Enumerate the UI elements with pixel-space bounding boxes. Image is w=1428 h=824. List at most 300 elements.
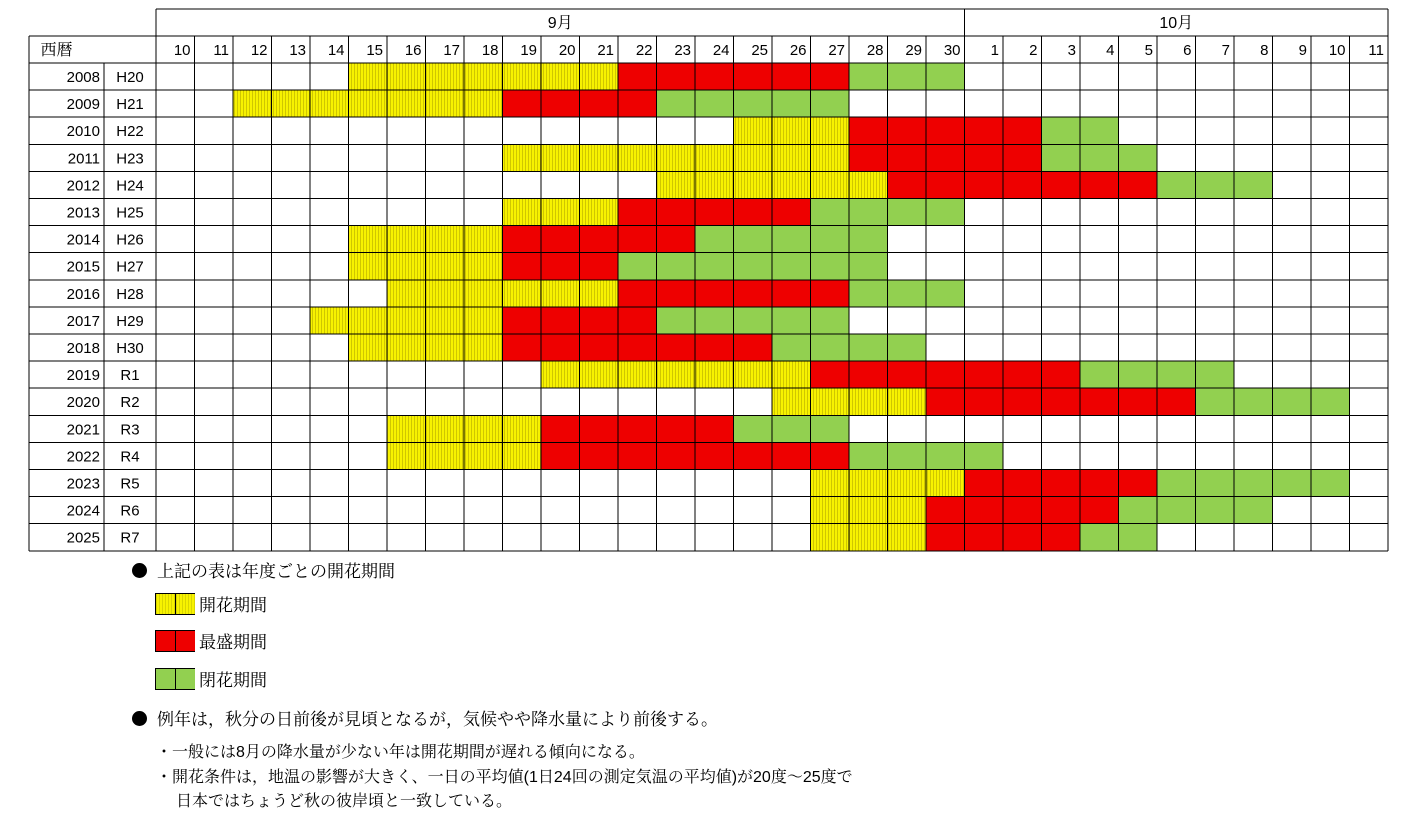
day-label: 17 xyxy=(443,42,460,59)
cell-closing xyxy=(772,307,811,334)
day-label: 28 xyxy=(866,42,884,59)
cell-flowering xyxy=(387,442,426,469)
note-line-conditions: ・開花条件は，地温の影響が大きく、一日の平均値(1日24回の測定気温の平均値)が20度～25度で xyxy=(156,769,853,786)
cell-flowering xyxy=(849,171,888,198)
day-label: 1 xyxy=(990,42,999,59)
cell-peak xyxy=(618,90,657,117)
cell-flowering xyxy=(503,442,542,469)
cell-flowering xyxy=(734,144,773,171)
day-label: 11 xyxy=(1368,42,1384,59)
row-era-label: H24 xyxy=(116,177,144,195)
cell-peak xyxy=(695,415,734,442)
cell-peak xyxy=(541,90,580,117)
cell-peak xyxy=(965,144,1004,171)
cell-closing xyxy=(1196,388,1235,415)
cell-peak xyxy=(811,442,850,469)
cell-peak xyxy=(541,307,580,334)
cell-peak xyxy=(734,280,773,307)
cell-peak xyxy=(1003,144,1042,171)
cell-peak xyxy=(657,442,696,469)
month-label: 10月 xyxy=(1159,15,1194,32)
cell-closing xyxy=(1196,171,1235,198)
cell-flowering xyxy=(272,90,311,117)
day-label: 13 xyxy=(289,42,306,59)
row-era-label: R6 xyxy=(120,502,140,520)
cell-flowering xyxy=(387,280,426,307)
cell-peak xyxy=(1080,388,1119,415)
cell-peak xyxy=(734,442,773,469)
cell-peak xyxy=(580,253,619,280)
cell-flowering xyxy=(888,497,927,524)
cell-peak xyxy=(503,226,542,253)
note-line-equinox: 日本ではちょうど秋の彼岸頃と一致している。 xyxy=(176,793,513,810)
cell-closing xyxy=(695,90,734,117)
cell-flowering xyxy=(233,90,272,117)
cell-peak xyxy=(734,63,773,90)
row-era-label: R7 xyxy=(120,529,140,547)
cell-peak xyxy=(1080,171,1119,198)
row-year-label: 2015 xyxy=(66,258,100,276)
day-label: 15 xyxy=(366,42,383,59)
cell-peak xyxy=(888,144,927,171)
cell-closing xyxy=(811,307,850,334)
cell-peak xyxy=(541,334,580,361)
note-text: 上記の表は年度ごとの開花期間 xyxy=(157,562,395,581)
cell-closing xyxy=(1273,388,1312,415)
cell-closing xyxy=(1080,117,1119,144)
cell-closing xyxy=(811,199,850,226)
cell-closing xyxy=(1157,361,1196,388)
cell-flowering xyxy=(772,144,811,171)
cell-flowering xyxy=(349,253,388,280)
day-label: 8 xyxy=(1260,42,1269,59)
cell-flowering xyxy=(811,171,850,198)
day-label: 7 xyxy=(1221,42,1230,59)
cell-closing xyxy=(657,90,696,117)
cell-flowering xyxy=(387,63,426,90)
note-table-description xyxy=(132,557,395,582)
day-label: 11 xyxy=(213,42,229,59)
cell-peak xyxy=(657,226,696,253)
cell-flowering xyxy=(926,470,965,497)
cell-flowering xyxy=(580,361,619,388)
cell-flowering xyxy=(811,497,850,524)
cell-closing xyxy=(734,253,773,280)
cell-peak xyxy=(618,280,657,307)
cell-flowering xyxy=(426,415,465,442)
cell-flowering xyxy=(426,307,465,334)
cell-peak xyxy=(772,199,811,226)
row-year-label: 2012 xyxy=(66,177,100,195)
cell-flowering xyxy=(849,497,888,524)
cell-closing xyxy=(811,253,850,280)
cell-peak xyxy=(965,470,1004,497)
row-year-label: 2010 xyxy=(66,123,100,141)
year-header: 西暦 xyxy=(40,42,73,59)
cell-flowering xyxy=(734,361,773,388)
cell-closing xyxy=(811,226,850,253)
cell-closing xyxy=(1234,497,1273,524)
cell-peak xyxy=(618,334,657,361)
cell-closing xyxy=(811,415,850,442)
cell-closing xyxy=(772,226,811,253)
cell-flowering xyxy=(618,361,657,388)
row-year-label: 2011 xyxy=(67,150,100,168)
cell-closing xyxy=(811,334,850,361)
day-label: 19 xyxy=(520,42,537,59)
cell-peak xyxy=(580,226,619,253)
cell-peak xyxy=(1119,388,1158,415)
note-text: 例年は，秋分の日前後が見頃となるが，気候やや降水量により前後する。 xyxy=(157,710,718,729)
legend-item-flowering xyxy=(155,591,267,613)
cell-flowering xyxy=(772,388,811,415)
cell-peak xyxy=(580,442,619,469)
month-label: 9月 xyxy=(547,15,573,32)
legend-label: 開花期間 xyxy=(199,596,267,615)
cell-peak xyxy=(926,117,965,144)
row-era-label: R4 xyxy=(120,448,140,466)
row-year-label: 2013 xyxy=(66,204,100,222)
cell-peak xyxy=(695,334,734,361)
bullet-icon xyxy=(132,563,147,578)
cell-peak xyxy=(541,442,580,469)
cell-peak xyxy=(541,253,580,280)
cell-closing xyxy=(734,415,773,442)
cell-closing xyxy=(849,334,888,361)
cell-flowering xyxy=(849,470,888,497)
cell-closing xyxy=(849,226,888,253)
cell-flowering xyxy=(310,90,349,117)
cell-closing xyxy=(1196,470,1235,497)
day-label: 21 xyxy=(597,42,614,59)
cell-closing xyxy=(926,280,965,307)
cell-flowering xyxy=(426,226,465,253)
row-year-label: 2020 xyxy=(66,394,100,412)
row-year-label: 2008 xyxy=(66,69,100,86)
cell-flowering xyxy=(426,280,465,307)
cell-flowering xyxy=(464,226,503,253)
cell-peak xyxy=(1080,470,1119,497)
day-label: 14 xyxy=(327,42,345,59)
day-label: 27 xyxy=(828,42,845,59)
cell-closing xyxy=(657,253,696,280)
row-era-label: H30 xyxy=(116,340,144,357)
cell-flowering xyxy=(811,388,850,415)
cell-closing xyxy=(1119,524,1158,551)
cell-flowering xyxy=(349,63,388,90)
cell-flowering xyxy=(426,253,465,280)
cell-peak xyxy=(1042,497,1081,524)
day-label: 6 xyxy=(1183,42,1192,59)
cell-peak xyxy=(811,280,850,307)
cell-closing xyxy=(1042,144,1081,171)
cell-closing xyxy=(695,253,734,280)
cell-peak xyxy=(1157,388,1196,415)
day-label: 29 xyxy=(905,42,922,59)
cell-flowering xyxy=(464,415,503,442)
row-year-label: 2022 xyxy=(66,448,100,466)
cell-flowering xyxy=(387,307,426,334)
cell-flowering xyxy=(426,90,465,117)
cell-closing xyxy=(1196,497,1235,524)
cell-flowering xyxy=(503,144,542,171)
cell-peak xyxy=(811,361,850,388)
row-era-label: H22 xyxy=(116,123,144,141)
row-year-label: 2017 xyxy=(66,312,100,330)
cell-peak xyxy=(926,361,965,388)
cell-flowering xyxy=(464,307,503,334)
cell-peak xyxy=(618,442,657,469)
cell-flowering xyxy=(464,280,503,307)
cell-peak xyxy=(772,280,811,307)
cell-flowering xyxy=(618,144,657,171)
cell-closing xyxy=(1273,470,1312,497)
cell-closing xyxy=(1157,497,1196,524)
row-year-label: 2019 xyxy=(66,367,100,385)
day-label: 25 xyxy=(751,42,768,59)
cell-closing xyxy=(1080,524,1119,551)
row-era-label: R3 xyxy=(120,421,140,439)
cell-peak xyxy=(965,388,1004,415)
cell-peak xyxy=(1042,388,1081,415)
cell-closing xyxy=(888,63,927,90)
note-typical-peak xyxy=(132,705,718,730)
cell-peak xyxy=(965,117,1004,144)
cell-closing xyxy=(888,442,927,469)
cell-closing xyxy=(695,307,734,334)
cell-flowering xyxy=(464,334,503,361)
cell-peak xyxy=(657,199,696,226)
cell-flowering xyxy=(426,63,465,90)
cell-flowering xyxy=(888,524,927,551)
cell-closing xyxy=(888,334,927,361)
cell-closing xyxy=(1080,144,1119,171)
cell-peak xyxy=(618,63,657,90)
legend-item-closing xyxy=(155,666,267,688)
cell-closing xyxy=(695,226,734,253)
cell-peak xyxy=(657,415,696,442)
cell-peak xyxy=(1119,171,1158,198)
cell-closing xyxy=(1311,470,1350,497)
cell-flowering xyxy=(310,307,349,334)
cell-peak xyxy=(849,117,888,144)
cell-peak xyxy=(1003,470,1042,497)
cell-closing xyxy=(888,280,927,307)
cell-flowering xyxy=(387,90,426,117)
cell-flowering xyxy=(464,253,503,280)
cell-flowering xyxy=(849,388,888,415)
row-era-label: R5 xyxy=(120,475,140,493)
cell-closing xyxy=(1119,497,1158,524)
cell-closing xyxy=(965,442,1004,469)
day-label: 10 xyxy=(1328,42,1346,59)
cell-peak xyxy=(695,199,734,226)
day-label: 10 xyxy=(173,42,191,59)
cell-flowering xyxy=(695,144,734,171)
cell-peak xyxy=(695,63,734,90)
cell-peak xyxy=(503,307,542,334)
row-year-label: 2014 xyxy=(66,231,100,249)
cell-closing xyxy=(1119,144,1158,171)
cell-closing xyxy=(1234,470,1273,497)
cell-flowering xyxy=(464,90,503,117)
cell-peak xyxy=(965,171,1004,198)
day-label: 16 xyxy=(404,42,422,59)
cell-flowering xyxy=(657,361,696,388)
cell-peak xyxy=(888,361,927,388)
day-label: 24 xyxy=(712,42,730,59)
cell-closing xyxy=(849,280,888,307)
cell-flowering xyxy=(811,470,850,497)
cell-peak xyxy=(734,199,773,226)
cell-peak xyxy=(580,415,619,442)
row-era-label: H28 xyxy=(116,285,144,303)
day-label: 22 xyxy=(635,42,653,59)
cell-peak xyxy=(1003,388,1042,415)
day-label: 3 xyxy=(1067,42,1076,59)
cell-peak xyxy=(580,90,619,117)
cell-peak xyxy=(926,524,965,551)
row-year-label: 2023 xyxy=(66,475,100,493)
day-label: 23 xyxy=(674,42,691,59)
cell-flowering xyxy=(888,388,927,415)
cell-closing xyxy=(772,253,811,280)
row-era-label: H29 xyxy=(116,312,144,330)
cell-peak xyxy=(1003,171,1042,198)
cell-flowering xyxy=(811,117,850,144)
cell-peak xyxy=(1042,361,1081,388)
cell-peak xyxy=(657,63,696,90)
cell-closing xyxy=(772,415,811,442)
cell-closing xyxy=(657,307,696,334)
cell-flowering xyxy=(772,361,811,388)
legend-item-peak xyxy=(155,628,267,650)
cell-closing xyxy=(926,442,965,469)
cell-peak xyxy=(580,307,619,334)
cell-flowering xyxy=(503,280,542,307)
cell-peak xyxy=(541,415,580,442)
note-line-rainfall: ・一般には8月の降水量が少ない年は開花期間が遅れる傾向になる。 xyxy=(156,744,645,761)
cell-flowering xyxy=(503,199,542,226)
cell-flowering xyxy=(349,226,388,253)
cell-flowering xyxy=(387,226,426,253)
row-year-label: 2009 xyxy=(66,96,100,114)
cell-flowering xyxy=(503,415,542,442)
cell-closing xyxy=(849,253,888,280)
cell-closing xyxy=(618,253,657,280)
cell-flowering xyxy=(657,171,696,198)
cell-closing xyxy=(849,199,888,226)
cell-flowering xyxy=(580,280,619,307)
cell-closing xyxy=(849,63,888,90)
cell-closing xyxy=(772,334,811,361)
cell-flowering xyxy=(772,117,811,144)
cell-closing xyxy=(1311,388,1350,415)
cell-flowering xyxy=(426,442,465,469)
cell-peak xyxy=(657,280,696,307)
cell-peak xyxy=(618,415,657,442)
day-label: 26 xyxy=(789,42,807,59)
day-label: 2 xyxy=(1029,42,1038,59)
day-label: 30 xyxy=(943,42,961,59)
cell-peak xyxy=(734,334,773,361)
cell-flowering xyxy=(349,90,388,117)
cell-peak xyxy=(926,497,965,524)
cell-peak xyxy=(695,280,734,307)
cell-peak xyxy=(926,171,965,198)
cell-peak xyxy=(618,307,657,334)
cell-peak xyxy=(618,226,657,253)
cell-peak xyxy=(503,334,542,361)
grid-lines xyxy=(29,9,1388,551)
cell-flowering xyxy=(387,415,426,442)
day-label: 18 xyxy=(481,42,499,59)
cell-flowering xyxy=(387,253,426,280)
cell-closing xyxy=(1042,117,1081,144)
cell-closing xyxy=(1157,470,1196,497)
cell-flowering xyxy=(772,171,811,198)
cell-flowering xyxy=(541,63,580,90)
cell-peak xyxy=(888,171,927,198)
cell-closing xyxy=(1119,361,1158,388)
cell-peak xyxy=(965,524,1004,551)
cell-flowering xyxy=(541,144,580,171)
row-era-label: H25 xyxy=(116,204,144,222)
cell-flowering xyxy=(349,334,388,361)
legend-swatch-yellow xyxy=(155,593,195,615)
cell-flowering xyxy=(349,307,388,334)
cell-peak xyxy=(888,117,927,144)
cell-peak xyxy=(965,497,1004,524)
cell-peak xyxy=(1042,524,1081,551)
cell-peak xyxy=(541,226,580,253)
row-era-label: H27 xyxy=(116,258,144,276)
cell-flowering xyxy=(580,63,619,90)
cell-flowering xyxy=(888,470,927,497)
cell-flowering xyxy=(426,334,465,361)
cell-peak xyxy=(926,144,965,171)
cell-peak xyxy=(657,334,696,361)
cell-closing xyxy=(849,442,888,469)
cell-closing xyxy=(1234,171,1273,198)
day-label: 9 xyxy=(1298,42,1307,59)
cell-peak xyxy=(1042,470,1081,497)
cell-peak xyxy=(849,361,888,388)
legend-label: 最盛期間 xyxy=(199,633,267,652)
cell-flowering xyxy=(541,361,580,388)
row-year-label: 2024 xyxy=(66,502,100,520)
cell-peak xyxy=(618,199,657,226)
cell-peak xyxy=(1003,117,1042,144)
cell-peak xyxy=(503,90,542,117)
day-label: 4 xyxy=(1106,42,1115,59)
cell-peak xyxy=(1003,524,1042,551)
cell-peak xyxy=(695,442,734,469)
legend-swatch-green xyxy=(155,668,195,690)
legend-swatch-red xyxy=(155,630,195,652)
legend-label: 閉花期間 xyxy=(199,671,267,690)
cell-closing xyxy=(1196,361,1235,388)
cell-peak xyxy=(772,63,811,90)
cell-closing xyxy=(734,307,773,334)
cell-flowering xyxy=(811,524,850,551)
cell-flowering xyxy=(811,144,850,171)
cell-flowering xyxy=(657,144,696,171)
cell-flowering xyxy=(464,63,503,90)
cell-flowering xyxy=(849,524,888,551)
cell-flowering xyxy=(387,334,426,361)
cell-flowering xyxy=(734,171,773,198)
